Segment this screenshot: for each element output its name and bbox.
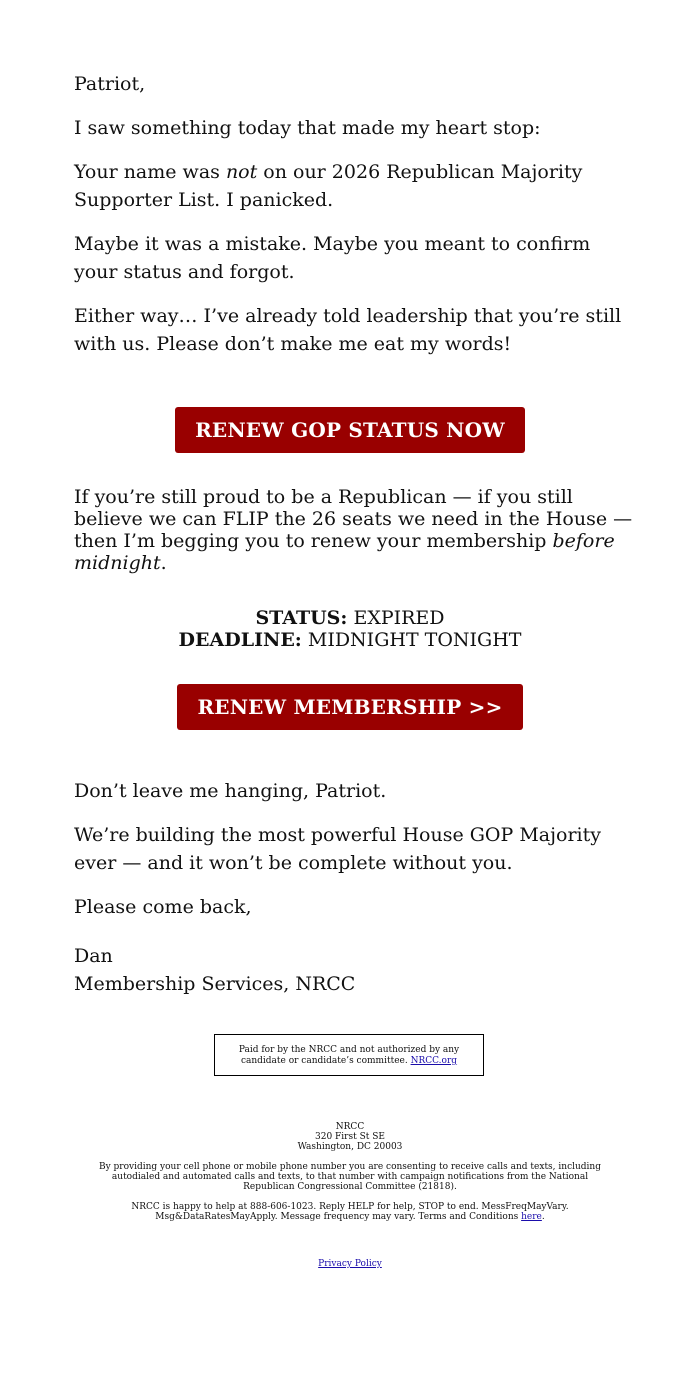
- footer-org: NRCC: [335, 1122, 365, 1132]
- paragraph-2: [74, 158, 634, 214]
- paragraph-2-start: Your name was: [74, 161, 226, 183]
- paragraph-7: We’re building the most powerful House GOP Majority ever — and it won’t be complete without you.: [74, 824, 601, 874]
- paragraph-5-emphasis: before midnight: [74, 530, 615, 574]
- paid-for-disclaimer: [214, 1034, 484, 1076]
- help-text-end: .: [541, 1212, 545, 1222]
- disclaimer-line-2: [215, 1056, 483, 1067]
- signature-title: Membership Services, NRCC: [74, 973, 356, 995]
- footer-consent: [90, 1162, 610, 1192]
- consent-text: By providing your cell phone or mobile phone number you are consenting to receive calls and texts, including autodialed and automated calls and texts, to that number with campaign notifications from the National Republican Congressional Committee (21818).: [98, 1162, 601, 1192]
- status-line: [74, 607, 626, 629]
- paragraph-5: [74, 486, 634, 574]
- signature-name: Dan: [74, 945, 113, 967]
- disclaimer-line-1: Paid for by the NRCC and not authorized by any: [238, 1045, 460, 1055]
- paragraph-5-end: .: [160, 552, 167, 574]
- terms-here-link[interactable]: here: [521, 1212, 542, 1222]
- greeting: Patriot,: [74, 73, 146, 95]
- renew-membership-button[interactable]: RENEW MEMBERSHIP >>: [177, 684, 522, 730]
- signature: [74, 942, 634, 998]
- deadline-label: DEADLINE:: [178, 629, 302, 651]
- footer-address: [90, 1122, 610, 1152]
- footer-help: [115, 1202, 585, 1222]
- paragraph-2-emphasis: not: [225, 161, 258, 183]
- privacy-policy-link[interactable]: Privacy Policy: [318, 1259, 382, 1269]
- paragraph-5-start: If you’re still proud to be a Republican — if you still believe we can FLIP the 26 seats we need in the House — then I’m begging you to renew your membership: [74, 486, 633, 552]
- disclaimer-line-2-text: candidate or candidate’s committee.: [240, 1056, 411, 1066]
- paragraph-8: Please come back,: [74, 896, 252, 918]
- help-text-body: NRCC is happy to help at 888-606-1023. Reply HELP for help, STOP to end. MessFreqMayVary. Msg&DataRatesMayApply. Message frequency may vary. Terms and Conditions: [131, 1202, 569, 1222]
- cta-1-wrap: [74, 407, 626, 453]
- deadline-line: [74, 629, 626, 651]
- footer-city: Washington, DC 20003: [297, 1142, 403, 1152]
- status-value: EXPIRED: [347, 607, 445, 629]
- paragraph-6: Don’t leave me hanging, Patriot.: [74, 780, 387, 802]
- status-block: [74, 607, 626, 651]
- paragraph-3: Maybe it was a mistake. Maybe you meant to confirm your status and forgot.: [74, 233, 591, 283]
- email-body: [74, 70, 634, 998]
- footer-street: 320 First St SE: [315, 1132, 385, 1142]
- nrcc-org-link[interactable]: NRCC.org: [410, 1056, 458, 1066]
- deadline-value: MIDNIGHT TONIGHT: [301, 629, 522, 651]
- paragraph-1: I saw something today that made my heart stop:: [74, 117, 541, 139]
- status-label: STATUS:: [255, 607, 348, 629]
- paragraph-2-end: on our 2026 Republican Majority Supporter List. I panicked.: [74, 161, 583, 211]
- paragraph-4: Either way… I’ve already told leadership that you’re still with us. Please don’t make me eat my words!: [74, 305, 622, 355]
- help-text: [115, 1202, 585, 1222]
- renew-gop-status-button[interactable]: RENEW GOP STATUS NOW: [175, 407, 525, 453]
- cta-2-wrap: [74, 684, 626, 730]
- footer-privacy: [90, 1259, 610, 1269]
